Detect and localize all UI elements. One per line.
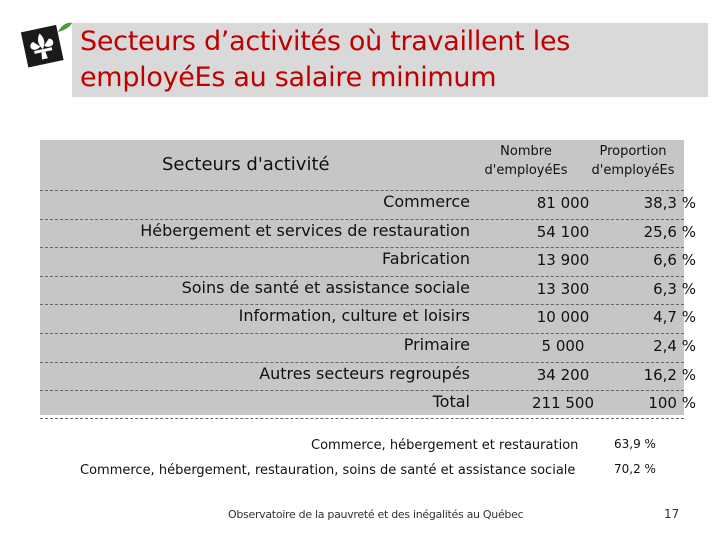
table-row [40,219,696,247]
row-divider [40,247,684,248]
cell-count: 34 200 [536,365,590,384]
cell-count: 13 900 [536,251,590,270]
cell-sector: Fabrication [382,249,470,269]
row-divider [40,418,684,419]
cell-pct: 100 % [648,394,696,413]
cell-count: 211 500 [531,394,595,413]
row-divider [40,362,684,363]
summary-value: 70,2 % [614,462,656,476]
table-row [40,390,696,418]
cell-count: 81 000 [536,194,590,212]
row-divider [40,390,684,391]
summary-label: Commerce, hébergement et restauration [311,438,579,453]
cell-count: 10 000 [536,308,590,327]
cell-count: 5 000 [541,337,585,355]
cell-sector: Soins de santé et assistance sociale [181,277,470,297]
table-row [40,304,696,332]
cell-sector: Autres secteurs regroupés [259,363,470,383]
cell-sector: Information, culture et loisirs [238,306,470,326]
table-row [40,362,696,390]
footer-source: Observatoire de la pauvreté et des inégalités au Québec [228,508,524,521]
summary-value: 63,9 % [614,437,656,451]
table-row [40,276,696,304]
cell-sector: Commerce [383,192,470,211]
cell-pct: 6,3 % [653,279,696,298]
cell-sector: Primaire [403,335,470,354]
table-row [40,333,696,361]
cell-sector: Hébergement et services de restauration [140,220,470,240]
row-divider [40,190,684,191]
cell-count: 13 300 [536,279,590,298]
header-count: Nombre d'employéEs [484,144,568,178]
page-number: 17 [664,507,680,521]
cell-count: 54 100 [536,222,590,241]
row-divider [40,304,684,305]
cell-pct: 38,3 % [643,194,696,212]
table-row [40,190,696,218]
header-pct: Proportion d'employéEs [591,144,675,178]
page-title: Secteurs d’activités où travaillent les employéEs au salaire minimum [80,26,571,93]
cell-pct: 16,2 % [643,365,696,384]
header-sector [40,140,472,190]
header-sector-label: Secteurs d'activité [162,154,330,175]
cell-pct: 6,6 % [653,251,696,270]
row-divider [40,276,684,277]
cell-pct: 25,6 % [643,222,696,241]
cell-pct: 2,4 % [653,337,696,355]
cell-pct: 4,7 % [653,308,696,327]
row-divider [40,333,684,334]
row-divider [40,219,684,220]
summary-label: Commerce, hébergement, restauration, soins de santé et assistance sociale [80,463,576,478]
table-row [40,247,696,275]
fleur-de-lis-icon [14,16,72,74]
cell-sector: Total [432,392,470,412]
